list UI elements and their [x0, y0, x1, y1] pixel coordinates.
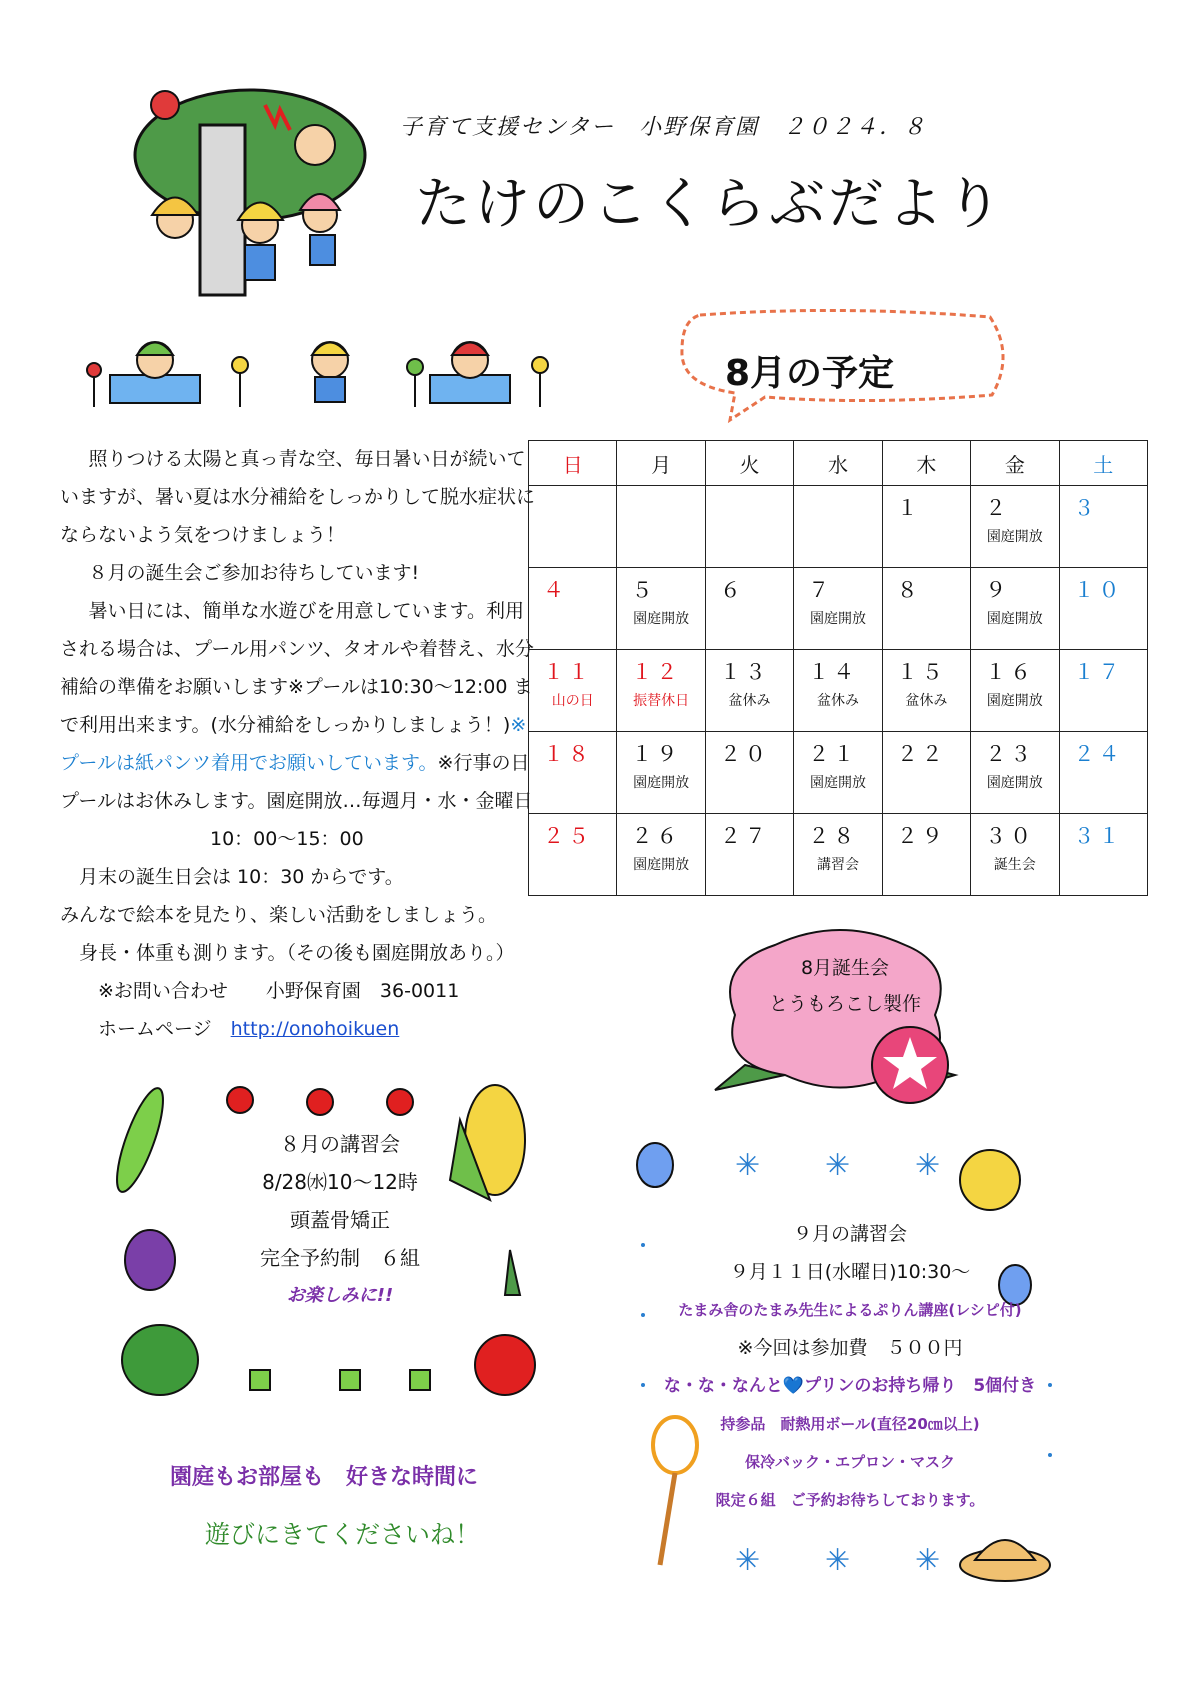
calendar-day-cell [971, 568, 1059, 650]
svg-text:✳: ✳ [735, 1148, 761, 1183]
calendar-week-row [529, 486, 1148, 568]
calendar-day-cell [794, 650, 882, 732]
september-class-lecture: たまみ舎のたまみ先生によるぷりん講座(レシピ付) [678, 1301, 1022, 1319]
august-class-reservation: 完全予約制 ６組 [260, 1246, 420, 1270]
september-class-bring1: 持参品 耐熱用ボール(直径20㎝以上) [720, 1415, 980, 1433]
birthday-event [735, 950, 955, 1022]
calendar-day-event: 講習会 [816, 857, 859, 873]
calendar-day-event: 盆休み [728, 693, 771, 709]
calendar-day-cell [529, 568, 617, 650]
calendar-week-row [529, 814, 1148, 896]
calendar-day-event: 園庭開放 [633, 611, 690, 627]
calendar-day-cell [794, 814, 882, 896]
august-class-title: ８月の講習会 [280, 1132, 400, 1156]
calendar-day-cell [529, 814, 617, 896]
calendar-day-number: ４ [543, 578, 568, 602]
calendar-day-number [617, 486, 704, 520]
calendar-day-cell [1059, 650, 1147, 732]
calendar-day-cell [617, 650, 705, 732]
calendar-day-number: １７ [1073, 660, 1124, 684]
intro-paragraph-3 [60, 592, 540, 820]
calendar-day-cell [882, 650, 970, 732]
calendar-day-number: ３０ [985, 824, 1036, 848]
august-class-date: 8/28㈬10～12時 [262, 1170, 418, 1194]
calendar-day-event: 園庭開放 [986, 529, 1043, 545]
weekday-thu: 木 [882, 441, 970, 486]
calendar-day-event: 園庭開放 [809, 611, 866, 627]
header-subtitle: 子育て支援センター 小野保育園 ２０２４．８ [400, 115, 928, 140]
pool-info: 暑い日には、簡単な水遊びを用意しています。利用される場合は、プール用パンツ、タオルや着替え、水分補給の準備をお願いします※プールは10:30～12:00 まで利用出来ます。(水分補給をしっかりしましょう！) [60, 600, 534, 736]
september-class-fee: ※今回は参加費 ５００円 [737, 1337, 963, 1359]
calendar-day-cell [529, 486, 617, 568]
calendar-day-cell [882, 814, 970, 896]
intro-paragraph-2: ８月の誕生会ご参加お待ちしています! [88, 562, 420, 584]
september-class-limit: 限定６組 ご予約お待ちしております。 [715, 1491, 985, 1509]
calendar-day-number: １４ [808, 660, 859, 684]
calendar-day-cell [882, 732, 970, 814]
calendar-day-number: １９ [631, 742, 682, 766]
calendar-day-event: 山の日 [551, 693, 594, 709]
weekday-mon: 月 [617, 441, 705, 486]
svg-text:✳: ✳ [915, 1148, 941, 1183]
calendar-day-number: ２８ [808, 824, 859, 848]
calendar-day-cell [971, 732, 1059, 814]
intro-paragraph-4: 月末の誕生日会は 10：30 からです。 [79, 866, 404, 888]
calendar-day-cell [705, 814, 793, 896]
birthday-activity: とうもろこし製作 [768, 993, 921, 1015]
calendar-day-event: 園庭開放 [633, 775, 690, 791]
calendar-day-event: 園庭開放 [986, 693, 1043, 709]
calendar-day-event: 園庭開放 [633, 857, 690, 873]
calendar-day-number: ２０ [719, 742, 770, 766]
calendar-day-event: 盆休み [905, 693, 948, 709]
calendar-day-number: １５ [896, 660, 947, 684]
calendar-day-number: ２ [985, 496, 1011, 520]
calendar-day-cell [617, 814, 705, 896]
calendar-day-cell [971, 814, 1059, 896]
calendar-day-cell [705, 650, 793, 732]
calendar-day-number: ２６ [631, 824, 682, 848]
calendar-day-number: １１ [543, 660, 593, 684]
calendar-day-number: ７ [808, 578, 834, 602]
calendar-day-number: ６ [719, 578, 745, 602]
calendar-day-number: ２２ [896, 742, 947, 766]
tree-children-illustration [130, 85, 380, 300]
september-class-info [640, 1215, 1060, 1519]
homepage-link[interactable]: http://onohoikuen [230, 1018, 400, 1040]
weekday-fri: 金 [971, 441, 1059, 486]
homepage-label: ホームページ [98, 1018, 212, 1040]
calendar-day-event: 園庭開放 [809, 775, 866, 791]
calendar-day-number: ３ [1073, 496, 1099, 520]
weekday-sat: 土 [1059, 441, 1147, 486]
calendar-day-cell [1059, 568, 1147, 650]
calendar-day-number: ８ [896, 578, 922, 602]
calendar-day-event: 盆休み [816, 693, 859, 709]
svg-text:✳: ✳ [735, 1543, 761, 1578]
calendar-day-cell [1059, 732, 1147, 814]
kids-water-play-illustration [80, 335, 560, 415]
calendar-day-cell [794, 568, 882, 650]
calendar-day-cell [705, 486, 793, 568]
calendar-day-number: ２５ [543, 824, 593, 848]
calendar-day-cell [794, 486, 882, 568]
calendar-day-number: １３ [719, 660, 770, 684]
september-class-bonus: な・な・なんと💙プリンのお持ち帰り 5個付き [663, 1376, 1037, 1396]
schedule-heading: 8月の予定 [725, 353, 895, 394]
calendar-day-cell [617, 732, 705, 814]
calendar-day-cell [971, 650, 1059, 732]
homepage-line [60, 1010, 540, 1048]
intro-paragraph-5: みんなで絵本を見たり、楽しい活動をしましょう。 [60, 904, 498, 926]
contact-info: ※お問い合わせ 小野保育園 36-0011 [98, 980, 460, 1002]
calendar-day-number: １２ [631, 660, 682, 684]
calendar-day-number [529, 486, 616, 520]
august-class-fun: お楽しみに!! [286, 1285, 394, 1306]
calendar-day-number: ２１ [808, 742, 859, 766]
calendar-day-cell [971, 486, 1059, 568]
calendar-day-number: １６ [985, 660, 1036, 684]
august-class-topic: 頭蓋骨矯正 [290, 1208, 390, 1232]
calendar-day-cell [617, 486, 705, 568]
intro-paragraph-1: 照りつける太陽と真っ青な空、毎日暑い日が続いていますが、暑い夏は水分補給をしっかりして脱水症状にならないよう気をつけましょう！ [60, 448, 536, 546]
calendar-day-number: ２４ [1073, 742, 1124, 766]
svg-text:✳: ✳ [825, 1543, 851, 1578]
calendar-week-row [529, 568, 1148, 650]
page-title: たけのこくらぶだより [415, 172, 1005, 237]
svg-text:✳: ✳ [915, 1543, 941, 1578]
weekday-sun: 日 [529, 441, 617, 486]
calendar-day-cell [882, 486, 970, 568]
pool-diaper-note: ※プールは紙パンツ着用でお願いしています。 [60, 714, 527, 774]
calendar-day-cell [1059, 486, 1147, 568]
calendar-day-event: 振替休日 [633, 693, 690, 709]
calendar-day-number [794, 486, 881, 520]
calendar-day-cell [529, 650, 617, 732]
september-class-title: ９月の講習会 [792, 1223, 907, 1245]
calendar-day-event: 誕生会 [993, 857, 1036, 873]
calendar-day-number: ９ [985, 578, 1011, 602]
august-calendar [528, 440, 1148, 896]
weekday-wed: 水 [794, 441, 882, 486]
calendar-day-cell [529, 732, 617, 814]
calendar-day-number: ２９ [896, 824, 947, 848]
calendar-day-cell [617, 568, 705, 650]
intro-paragraph-6: 身長・体重も測ります。（その後も園庭開放あり。） [79, 942, 515, 964]
calendar-week-row [529, 732, 1148, 814]
calendar-day-event: 園庭開放 [986, 611, 1043, 627]
august-class-info [200, 1125, 480, 1315]
calendar-day-number: ３１ [1073, 824, 1124, 848]
garden-hours: 10：00～15：00 [210, 828, 364, 850]
intro-text [60, 440, 540, 1048]
calendar-day-number: ５ [631, 578, 657, 602]
calendar-day-number: ２７ [719, 824, 770, 848]
september-class-date: ９月１１日(水曜日)10:30～ [729, 1261, 971, 1283]
birthday-title: 8月誕生会 [800, 957, 890, 979]
calendar-day-number [706, 486, 793, 520]
calendar-day-cell [794, 732, 882, 814]
svg-text:✳: ✳ [825, 1148, 851, 1183]
calendar-day-number: １８ [543, 742, 593, 766]
garden-message-line2: 遊びにきてくださいね！ [205, 1520, 481, 1549]
calendar-day-cell [882, 568, 970, 650]
weekday-tue: 火 [705, 441, 793, 486]
calendar-day-cell [705, 732, 793, 814]
calendar-week-row [529, 650, 1148, 732]
calendar-day-cell [1059, 814, 1147, 896]
september-class-bring2: 保冷バック・エプロン・マスク [744, 1453, 955, 1471]
calendar-header-row [529, 441, 1148, 486]
calendar-day-cell [705, 568, 793, 650]
calendar-day-event: 園庭開放 [986, 775, 1043, 791]
garden-message-line1: 園庭もお部屋も 好きな時間に [170, 1465, 479, 1490]
calendar-day-number: １ [896, 496, 922, 520]
calendar-day-number: １０ [1073, 578, 1124, 602]
calendar-day-number: ２３ [985, 742, 1036, 766]
event-day-note: ※行事の日プールはお休みします。園庭開放…毎週月・水・金曜日 [60, 752, 533, 812]
